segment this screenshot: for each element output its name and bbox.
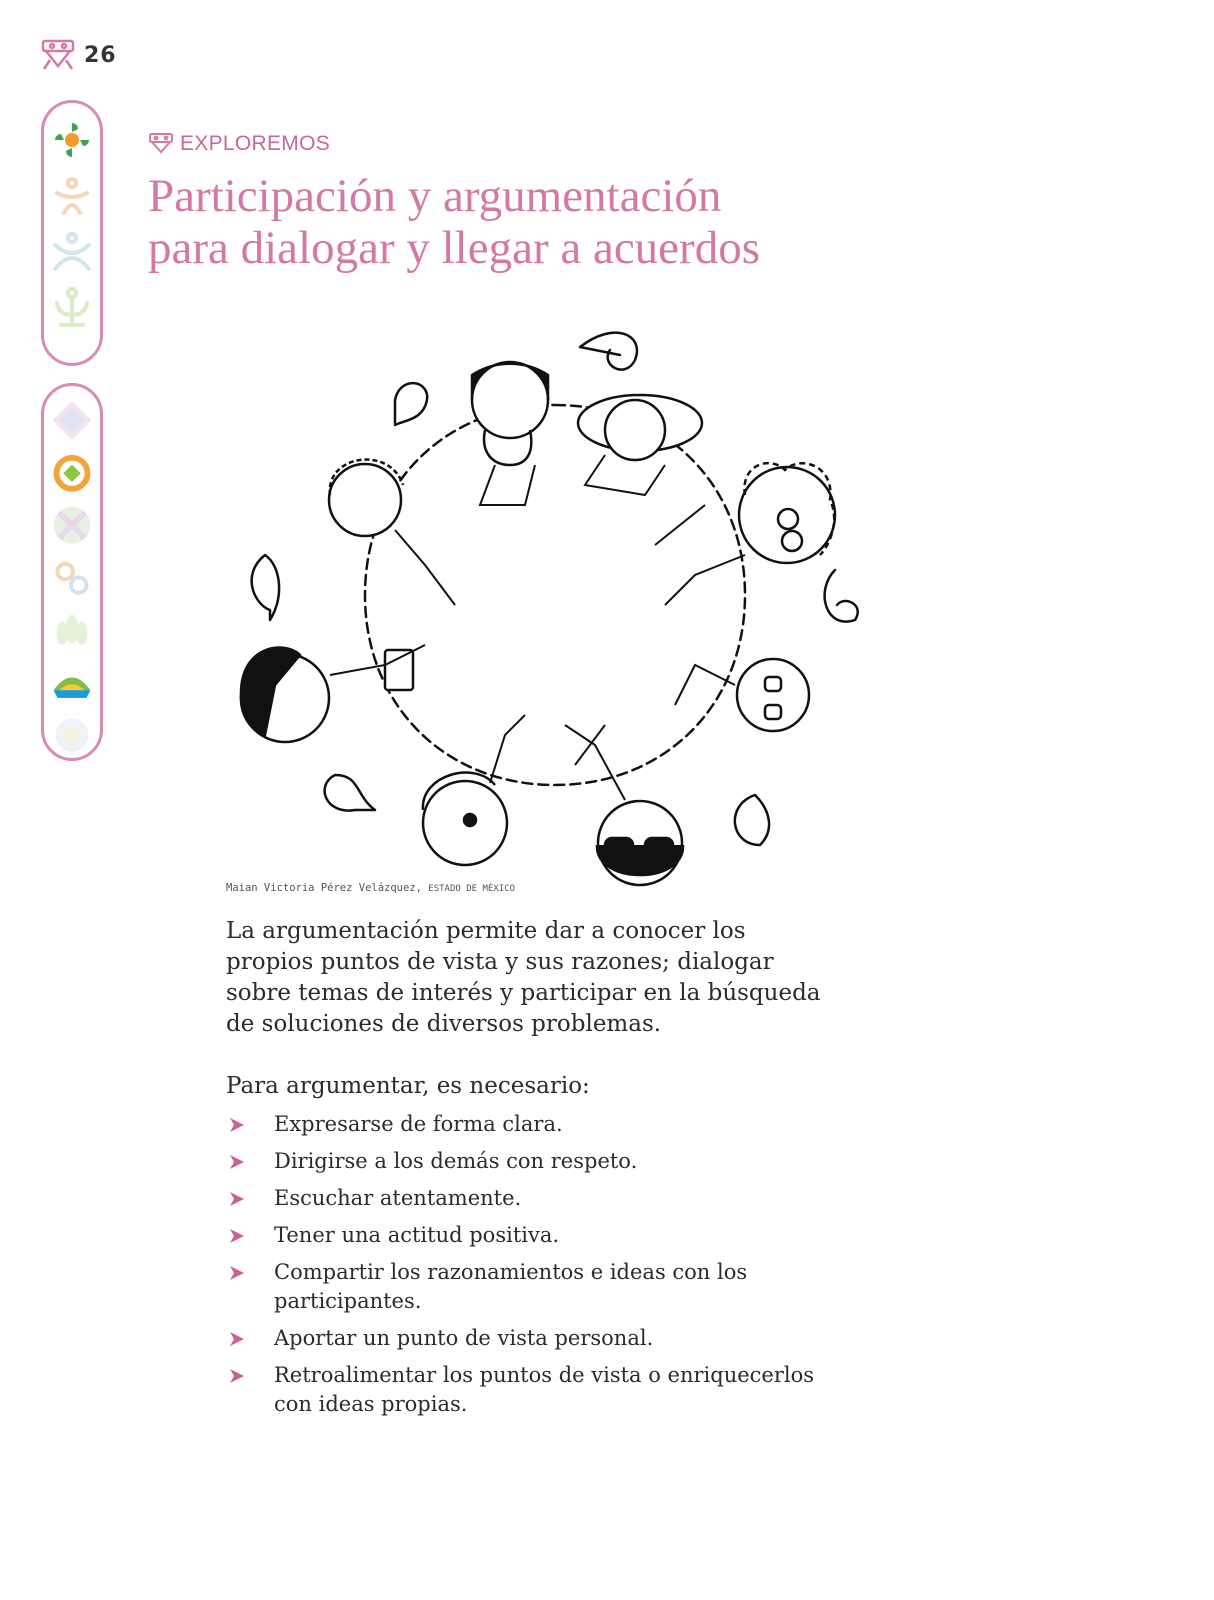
ring-icon[interactable] <box>49 451 95 496</box>
chevron-bullet-icon <box>228 1190 246 1208</box>
flower-icon[interactable] <box>49 117 95 163</box>
title-line-1: Participación y argumentación <box>148 170 722 222</box>
list-item <box>226 1221 846 1250</box>
intro-paragraph: La argumentación permite dar a conocer los propios puntos de vista y sus razones; dialogar sobre temas de interés y participar en la búsqueda de soluciones de diversos problemas. <box>226 918 821 1037</box>
people-icon[interactable] <box>49 229 95 275</box>
list-item <box>226 1184 846 1213</box>
list-item-text: Dirigirse a los demás con respeto. <box>274 1149 638 1173</box>
children-circle-illustration <box>225 305 885 895</box>
caption-author: Maian Victoria Pérez Velázquez, <box>226 882 422 894</box>
chevron-bullet-icon <box>228 1153 246 1171</box>
chevron-bullet-icon <box>228 1367 246 1385</box>
list-item <box>226 1324 846 1353</box>
list-item-text: Retroalimentar los puntos de vista o enriquecerlos con ideas propias. <box>274 1363 815 1416</box>
chevron-bullet-icon <box>228 1330 246 1348</box>
list-item <box>226 1258 846 1316</box>
list-item-text: Expresarse de forma clara. <box>274 1112 563 1136</box>
cross-circle-icon[interactable] <box>49 503 95 548</box>
glyph-label-icon <box>148 132 174 156</box>
plant-icon[interactable] <box>49 285 95 331</box>
list-lead-in: Para argumentar, es necesario: <box>226 1073 590 1099</box>
chevron-bullet-icon <box>228 1116 246 1134</box>
page-number: 26 <box>84 42 117 68</box>
glyph-logo-icon <box>40 38 76 72</box>
sidebar-bottom-group <box>41 383 103 761</box>
caption-place: ESTADO DE MÉXICO <box>428 884 515 894</box>
dome-icon[interactable] <box>49 661 95 706</box>
list-item-text: Compartir los razonamientos e ideas con los participantes. <box>274 1260 748 1313</box>
list-item-text: Aportar un punto de vista personal. <box>274 1326 654 1350</box>
sidebar-top-group <box>41 100 103 366</box>
page-title <box>148 170 908 274</box>
link-icon[interactable] <box>49 556 95 601</box>
section-label <box>148 132 330 156</box>
circle-icon[interactable] <box>49 713 95 758</box>
figure-icon[interactable] <box>49 173 95 219</box>
list-item <box>226 1361 846 1419</box>
title-line-2: para dialogar y llegar a acuerdos <box>148 222 760 274</box>
lotus-icon[interactable] <box>49 608 95 653</box>
section-label-text: EXPLOREMOS <box>180 132 331 155</box>
list-item <box>226 1110 846 1139</box>
list-item-text: Tener una actitud positiva. <box>274 1223 560 1247</box>
list-item <box>226 1147 846 1176</box>
illustration-caption <box>226 882 515 894</box>
page-header <box>40 38 117 72</box>
list-item-text: Escuchar atentamente. <box>274 1186 522 1210</box>
chevron-bullet-icon <box>228 1264 246 1282</box>
requirements-list <box>226 1110 846 1427</box>
diamond-icon[interactable] <box>49 398 95 443</box>
chevron-bullet-icon <box>228 1227 246 1245</box>
